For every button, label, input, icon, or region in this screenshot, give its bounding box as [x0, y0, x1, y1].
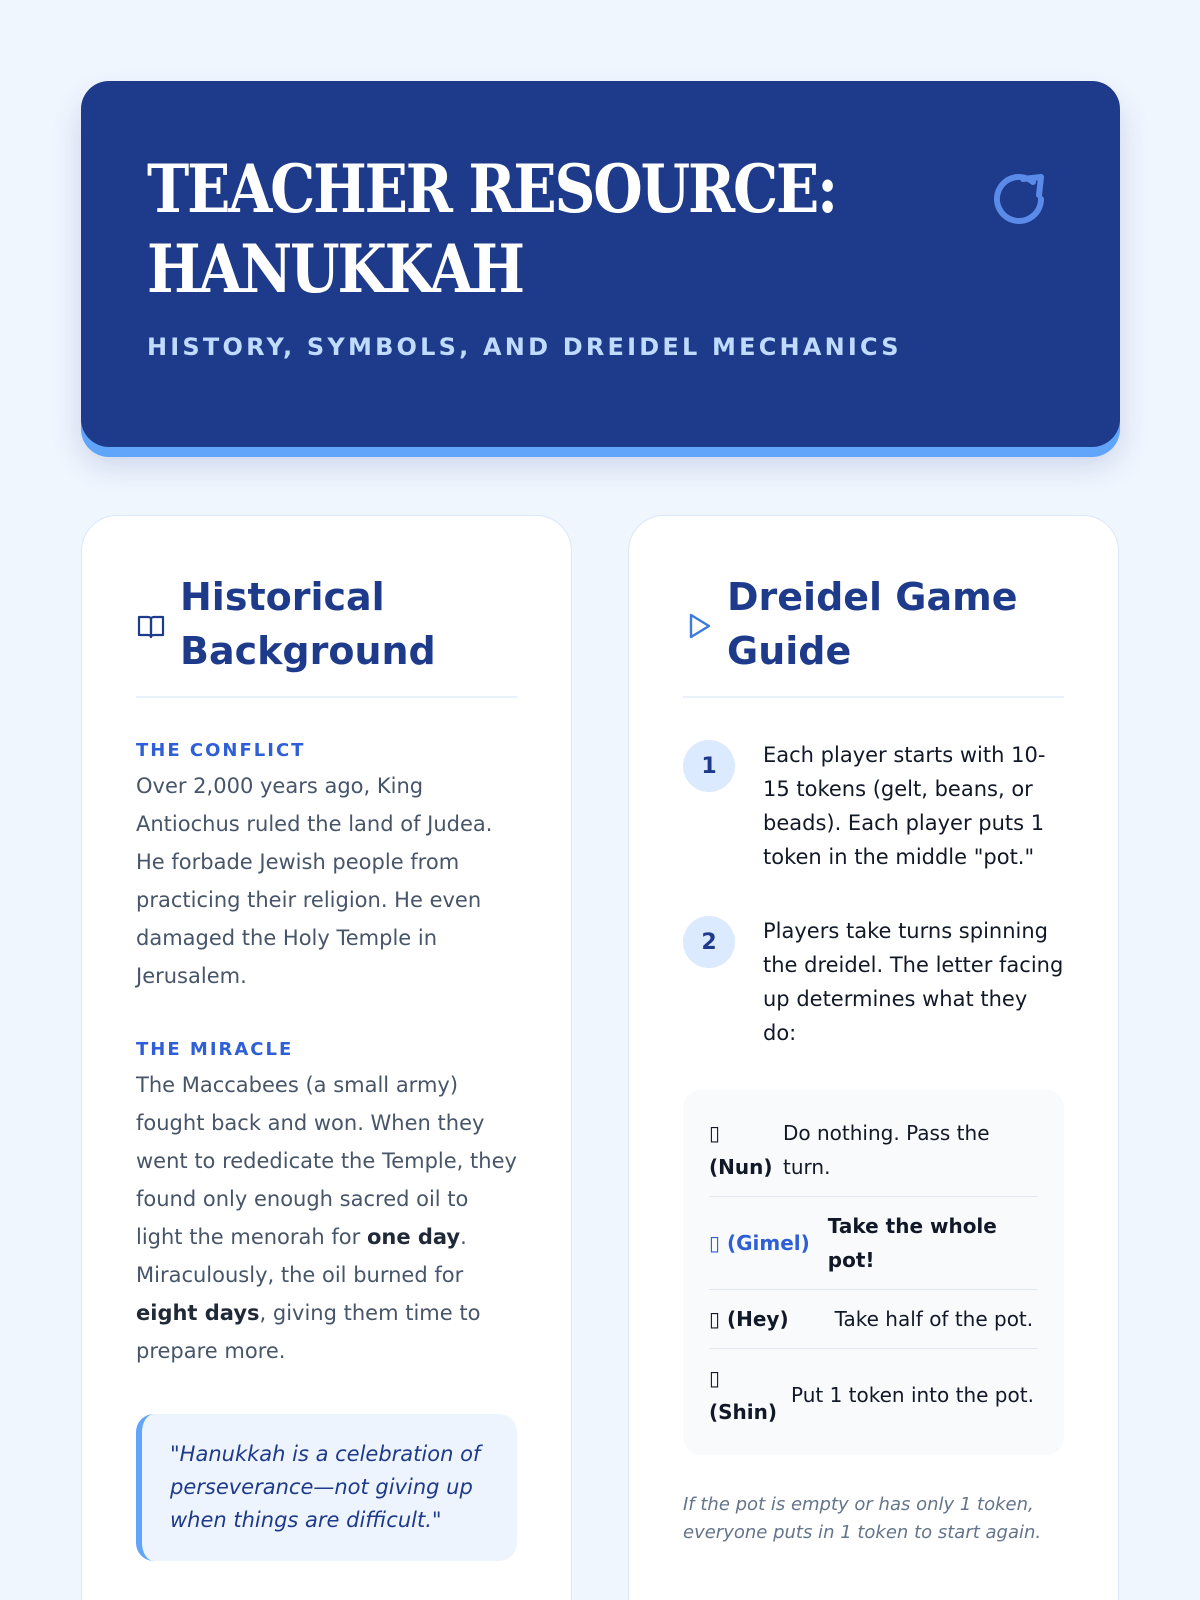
dreidel-title-line-1: Dreidel Game — [727, 575, 1018, 619]
hebrew-letter-glyph: ▯ — [709, 1366, 721, 1390]
miracle-text — [136, 1066, 517, 1370]
perseverance-quote: "Hanukkah is a celebration of perseverance—not giving up when things are difficult." — [136, 1414, 517, 1561]
miracle-bold-one-day: one day — [366, 1225, 461, 1249]
rule-letter-name: (Nun) — [709, 1155, 773, 1179]
play-icon — [683, 611, 713, 641]
rule-action: Take the whole pot! — [827, 1214, 997, 1272]
miracle-text-part-2: . Miraculously, the oil burned for — [136, 1225, 467, 1287]
rule-letter-name: (Hey) — [726, 1307, 789, 1331]
page-title-line-1: TEACHER RESOURCE: — [147, 150, 836, 228]
step-number-badge: 1 — [683, 740, 735, 792]
step-number-badge: 2 — [683, 916, 735, 968]
rule-letter — [709, 1302, 789, 1336]
dreidel-rules-table — [683, 1090, 1064, 1455]
conflict-text: Over 2,000 years ago, King Antiochus ruled the land of Judea. He forbade Jewish people from practicing their religion. He even damaged the Holy Temple in Jerusalem. — [136, 774, 493, 988]
history-card-title — [180, 570, 436, 678]
rule-action: Take half of the pot. — [834, 1307, 1034, 1331]
header-banner — [81, 81, 1120, 447]
history-title-line-2: Background — [180, 629, 436, 673]
hebrew-letter-glyph: ▯ — [709, 1307, 721, 1331]
rule-action: Do nothing. Pass the turn. — [783, 1121, 990, 1179]
refresh-icon[interactable] — [983, 163, 1055, 235]
miracle-text-part-3: , giving them time to prepare more. — [136, 1301, 481, 1363]
steps-list — [683, 738, 1064, 1050]
rule-row-shin — [709, 1349, 1038, 1441]
hebrew-letter-glyph: ▯ — [709, 1231, 721, 1255]
empty-pot-note: If the pot is empty or has only 1 token, everyone puts in 1 token to start again. — [683, 1494, 1042, 1543]
rule-row-hey — [709, 1290, 1038, 1349]
dreidel-card-header — [683, 570, 1064, 698]
miracle-label: THE MIRACLE — [136, 1039, 294, 1060]
history-title-line-1: Historical — [180, 575, 385, 619]
rule-letter — [709, 1226, 810, 1260]
rule-letter-name: (Shin) — [709, 1400, 778, 1424]
page-title — [147, 149, 836, 309]
history-card — [81, 515, 572, 1600]
conflict-label: THE CONFLICT — [136, 740, 306, 761]
step-text: Each player starts with 10-15 tokens (gelt, beans, or beads). Each player puts 1 token in the middle "pot." — [763, 743, 1046, 869]
dreidel-title-line-2: Guide — [727, 629, 852, 673]
step-item — [683, 914, 1064, 1050]
book-icon — [136, 611, 166, 641]
miracle-bold-eight-days: eight days — [136, 1301, 260, 1325]
step-text: Players take turns spinning the dreidel. The letter facing up determines what they do: — [763, 919, 1064, 1045]
history-card-header — [136, 570, 517, 698]
dreidel-card-title — [727, 570, 1018, 678]
page-title-line-2: HANUKKAH — [147, 230, 523, 308]
page-subtitle: HISTORY, SYMBOLS, AND DREIDEL MECHANICS — [147, 333, 902, 361]
rule-row-gimel — [709, 1197, 1038, 1290]
hebrew-letter-glyph: ▯ — [709, 1121, 721, 1145]
step-item — [683, 738, 1064, 874]
dreidel-card — [628, 515, 1119, 1600]
miracle-text-part-1: The Maccabees (a small army) fought back and won. When they went to rededicate the Temple, they found only enough sacred oil to light the menorah for — [136, 1073, 517, 1249]
rule-letter-name: (Gimel) — [726, 1231, 810, 1255]
rule-action: Put 1 token into the pot. — [791, 1383, 1034, 1407]
rule-letter — [709, 1116, 783, 1184]
rule-letter — [709, 1361, 791, 1429]
rule-row-nun — [709, 1104, 1038, 1197]
